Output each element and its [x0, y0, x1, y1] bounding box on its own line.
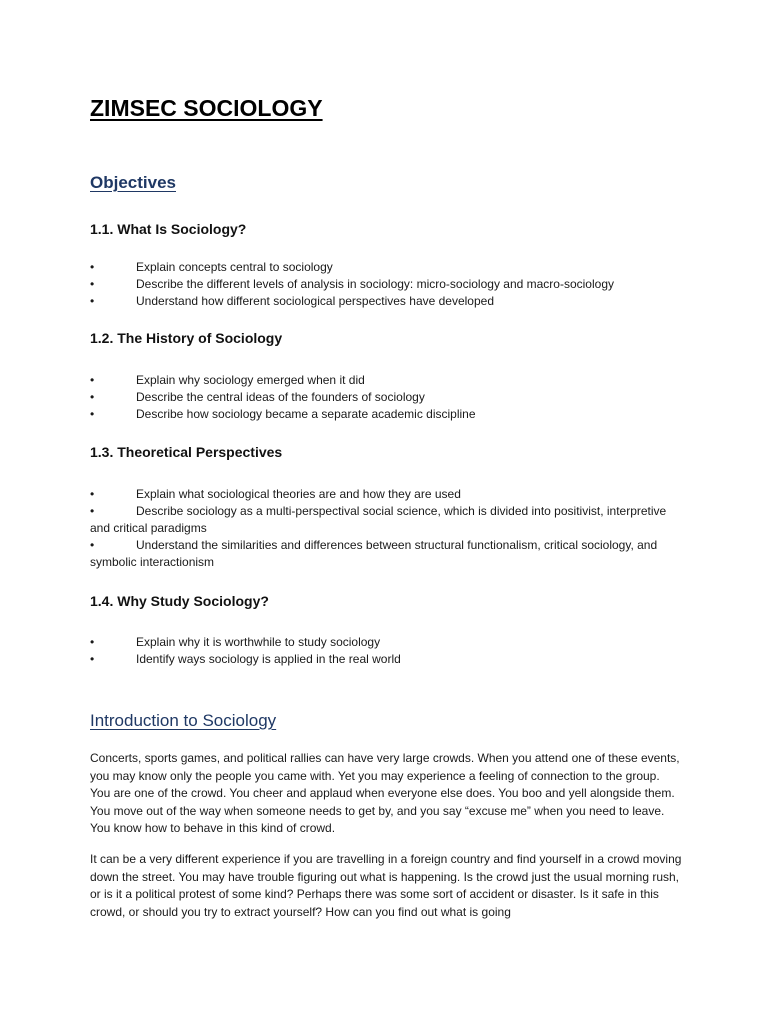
list-item: • Describe how sociology became a separate academic discipline [90, 407, 476, 421]
section-heading-why-study-sociology: 1.4. Why Study Sociology? [90, 593, 269, 609]
section-heading-history-of-sociology: 1.2. The History of Sociology [90, 330, 283, 346]
body-paragraph: It can be a very different experience if you are travelling in a foreign country and find yourself in a crowd moving down the street. You may have trouble figuring out what is happening. Is the crowd just the usual morning rush, or is it a political protest of some kind? Perhaps there was some sort of accident or disaster. Is it safe in this crowd, or should you try to extract yourself? How can you find out what is going [90, 852, 682, 919]
bullet-icon: • [90, 390, 95, 404]
list-item: • Understand how different sociological perspectives have developed [90, 294, 495, 308]
bullet-icon: • [90, 652, 95, 666]
objectives-list-1-2 [90, 372, 680, 423]
bullet-icon: • [90, 538, 95, 552]
objectives-list-1-3 [90, 486, 680, 571]
objectives-list-1-1 [90, 259, 680, 310]
section-heading-theoretical-perspectives: 1.3. Theoretical Perspectives [90, 444, 283, 460]
bullet-icon: • [90, 487, 95, 501]
list-item: • Describe sociology as a multi-perspectival social science, which is divided into positivist, interpretive and critical paradigms [90, 504, 667, 535]
list-item: • Describe the different levels of analysis in sociology: micro-sociology and macro-sociology [90, 277, 614, 291]
bullet-icon: • [90, 277, 95, 291]
list-item: • Understand the similarities and differences between structural functionalism, critical sociology, and symbolic interactionism [90, 538, 658, 569]
list-item: • Explain why sociology emerged when it did [90, 373, 365, 387]
list-item: • Describe the central ideas of the founders of sociology [90, 390, 425, 404]
objectives-list-1-4 [90, 634, 680, 668]
list-item: • Explain why it is worthwhile to study sociology [90, 635, 381, 649]
bullet-icon: • [90, 260, 95, 274]
objectives-heading: Objectives [90, 173, 176, 192]
introduction-heading: Introduction to Sociology [90, 711, 277, 730]
bullet-icon: • [90, 407, 95, 421]
document-title: ZIMSEC SOCIOLOGY [90, 95, 323, 121]
list-item: • Explain concepts central to sociology [90, 260, 333, 274]
bullet-icon: • [90, 294, 95, 308]
list-item: • Explain what sociological theories are and how they are used [90, 487, 461, 501]
bullet-icon: • [90, 373, 95, 387]
body-paragraph: Concerts, sports games, and political rallies can have very large crowds. When you attend one of these events, you may know only the people you came with. Yet you may experience a feeling of connection to the group. You are one of the crowd. You cheer and applaud when everyone else does. You boo and yell alongside them. You move out of the way when someone needs to get by, and you say “excuse me” when you need to leave. You know how to behave in this kind of crowd. [90, 751, 680, 835]
list-item: • Identify ways sociology is applied in the real world [90, 652, 401, 666]
bullet-icon: • [90, 504, 95, 518]
section-heading-what-is-sociology: 1.1. What Is Sociology? [90, 221, 247, 237]
bullet-icon: • [90, 635, 95, 649]
